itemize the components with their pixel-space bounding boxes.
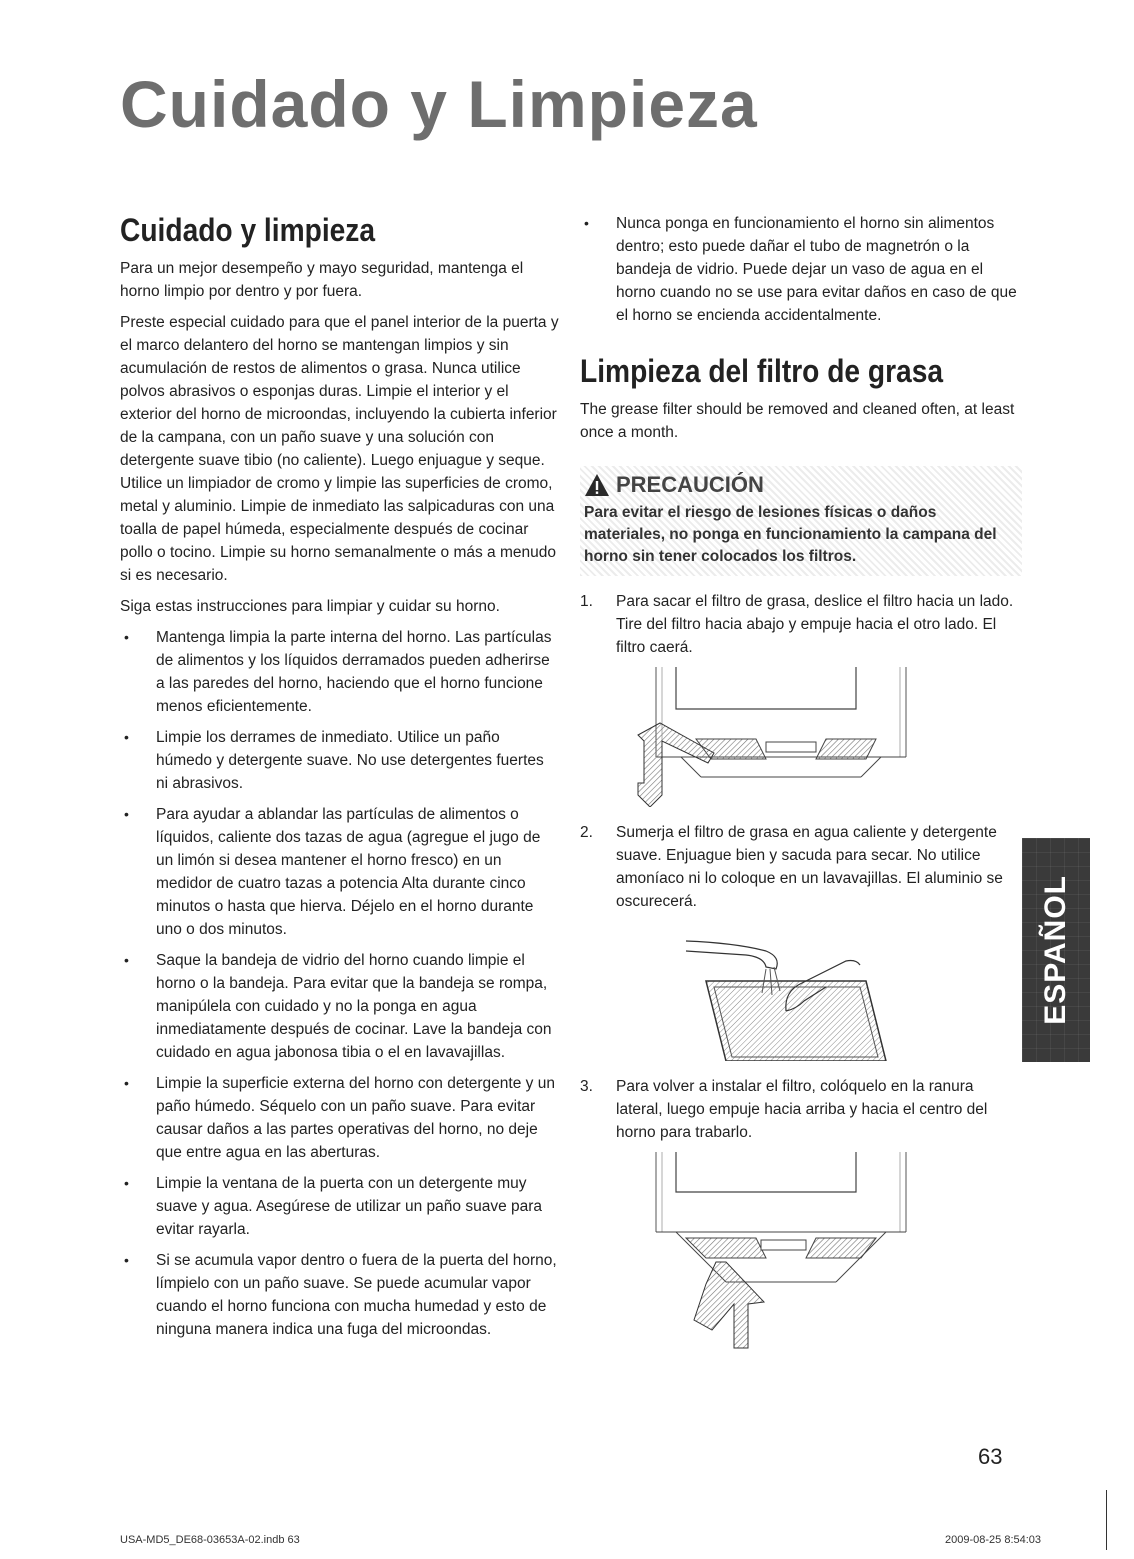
step-text: Para sacar el filtro de grasa, deslice el filtro hacia un lado. Tire del filtro hacia abajo y empuje hacia el otro lado. El filtro caerá. [616,593,1014,656]
list-item: • Limpie la superficie externa del horno con detergente y un paño húmedo. Séquelo con un paño suave. Para evitar causar daños a las partes operativas del horno, no deje que entre agua en las aberturas. [120,1072,560,1164]
list-item: • Limpie la ventana de la puerta con un detergente muy suave y agua. Asegúrese de utilizar un paño suave para evitar rayarla. [120,1172,560,1241]
section-heading-care: Cuidado y limpieza [120,212,376,248]
paragraph-details: Preste especial cuidado para que el panel interior de la puerta y el marco delantero del horno se mantengan limpios y sin acumulación de restos de alimentos o grasa. Nunca utilice polvos abrasivos o esponjas duras. Limpie el interior y el exterior del horno de microondas, incluyendo la cubierta inferior de la campana, con un paño suave y una solución con detergente suave tibio (no caliente). Luego enjuague y seque. Utilice un limpiador de cromo y limpie las superficies de cromo, metal y aluminio. Limpie de inmediato las salpicaduras con una toalla de papel húmeda, especialmente después de cocinar pollo o tocino. Limpie su horno semanalmente o más a menudo si es necesario. [120,314,559,584]
left-column [120,212,560,1349]
caution-title: PRECAUCIÓN [616,472,764,497]
paragraph-instructions: Siga estas instrucciones para limpiar y cuidar su horno. [120,598,500,615]
paragraph-intro: Para un mejor desempeño y mayo seguridad, mantenga el horno limpio por dentro y por fuera. [120,260,524,300]
step-number: 3. [580,1078,593,1095]
filter-steps [580,590,1020,659]
filter-install-illustration [616,1152,916,1352]
list-item: • Mantenga limpia la parte interna del horno. Las partículas de alimentos y los líquidos derramados pueden adherirse a las paredes del horno, haciendo que el horno funcione menos eficientemente. [120,626,560,718]
page-number: 63 [978,1444,1003,1469]
filter-steps-cont-2 [580,1075,1020,1144]
step-number: 2. [580,824,593,841]
care-bullet-list [120,626,560,1341]
step-number: 1. [580,593,593,610]
paragraph-filter-intro: The grease filter should be removed and cleaned often, at least once a month. [580,401,1015,441]
section-heading-filter: Limpieza del filtro de grasa [580,353,944,389]
language-tab-label: ESPAÑOL [1039,875,1072,1025]
page-title: Cuidado y Limpieza [120,67,758,141]
caution-box [580,466,1022,576]
list-item: • Para ayudar a ablandar las partículas de alimentos o líquidos, caliente dos tazas de agua (agregue el jugo de un limón si desea mantener el horno fresco) en un medidor de cuatro tazas a potencia Alta durante cinco minutos o hasta que hierva. Déjelo en el horno durante uno o dos minutos. [120,803,560,941]
list-item: • Limpie los derrames de inmediato. Utilice un paño húmedo y detergente suave. No use detergentes fuertes ni abrasivos. [120,726,560,795]
crop-mark [1106,1490,1107,1550]
right-column [580,212,1020,1366]
filter-steps-cont [580,821,1020,913]
step-text: Sumerja el filtro de grasa en agua caliente y detergente suave. Enjuague bien y sacuda para secar. No utilice amoníaco ni lo coloque en un lavavajillas. El aluminio se oscurecerá. [616,824,1003,910]
language-side-tab [1022,838,1090,1062]
filter-removal-illustration [616,667,916,807]
list-item: • Saque la bandeja de vidrio del horno cuando limpie el horno o la bandeja. Para evitar que la bandeja se rompa, manipúlela con cuidado y no la ponga en agua inmediatamente después de cocinar. Lave la bandeja con cuidado en agua jabonosa tibia o el en lavavajillas. [120,949,560,1064]
footer-timestamp: 2009-08-25 8:54:03 [945,1534,1042,1546]
right-bullet-list [580,212,1020,327]
caution-text: Para evitar el riesgo de lesiones físicas o daños materiales, no ponga en funcionamiento la campana del horno sin tener colocados los filtros. [584,504,997,565]
list-item [580,590,1020,659]
list-item [580,821,1020,913]
footer-file-info: USA-MD5_DE68-03653A-02.indb 63 [120,1534,300,1546]
caution-header [584,472,1014,498]
list-item [580,1075,1020,1144]
list-item: • Nunca ponga en funcionamiento el horno sin alimentos dentro; esto puede dañar el tubo de magnetrón o la bandeja de vidrio. Puede dejar un vaso de agua en el horno cuando no se use para evitar daños en caso de que el horno se encienda accidentalmente. [580,212,1020,327]
step-text: Para volver a instalar el filtro, colóquelo en la ranura lateral, luego empuje hacia arriba y hacia el centro del horno para trabarlo. [616,1078,988,1141]
filter-washing-illustration [616,921,916,1061]
warning-icon [584,473,610,497]
list-item: • Si se acumula vapor dentro o fuera de la puerta del horno, límpielo con un paño suave. Se puede acumular vapor cuando el horno funciona con mucha humedad y esto de ninguna manera indica una fuga del microondas. [120,1249,560,1341]
